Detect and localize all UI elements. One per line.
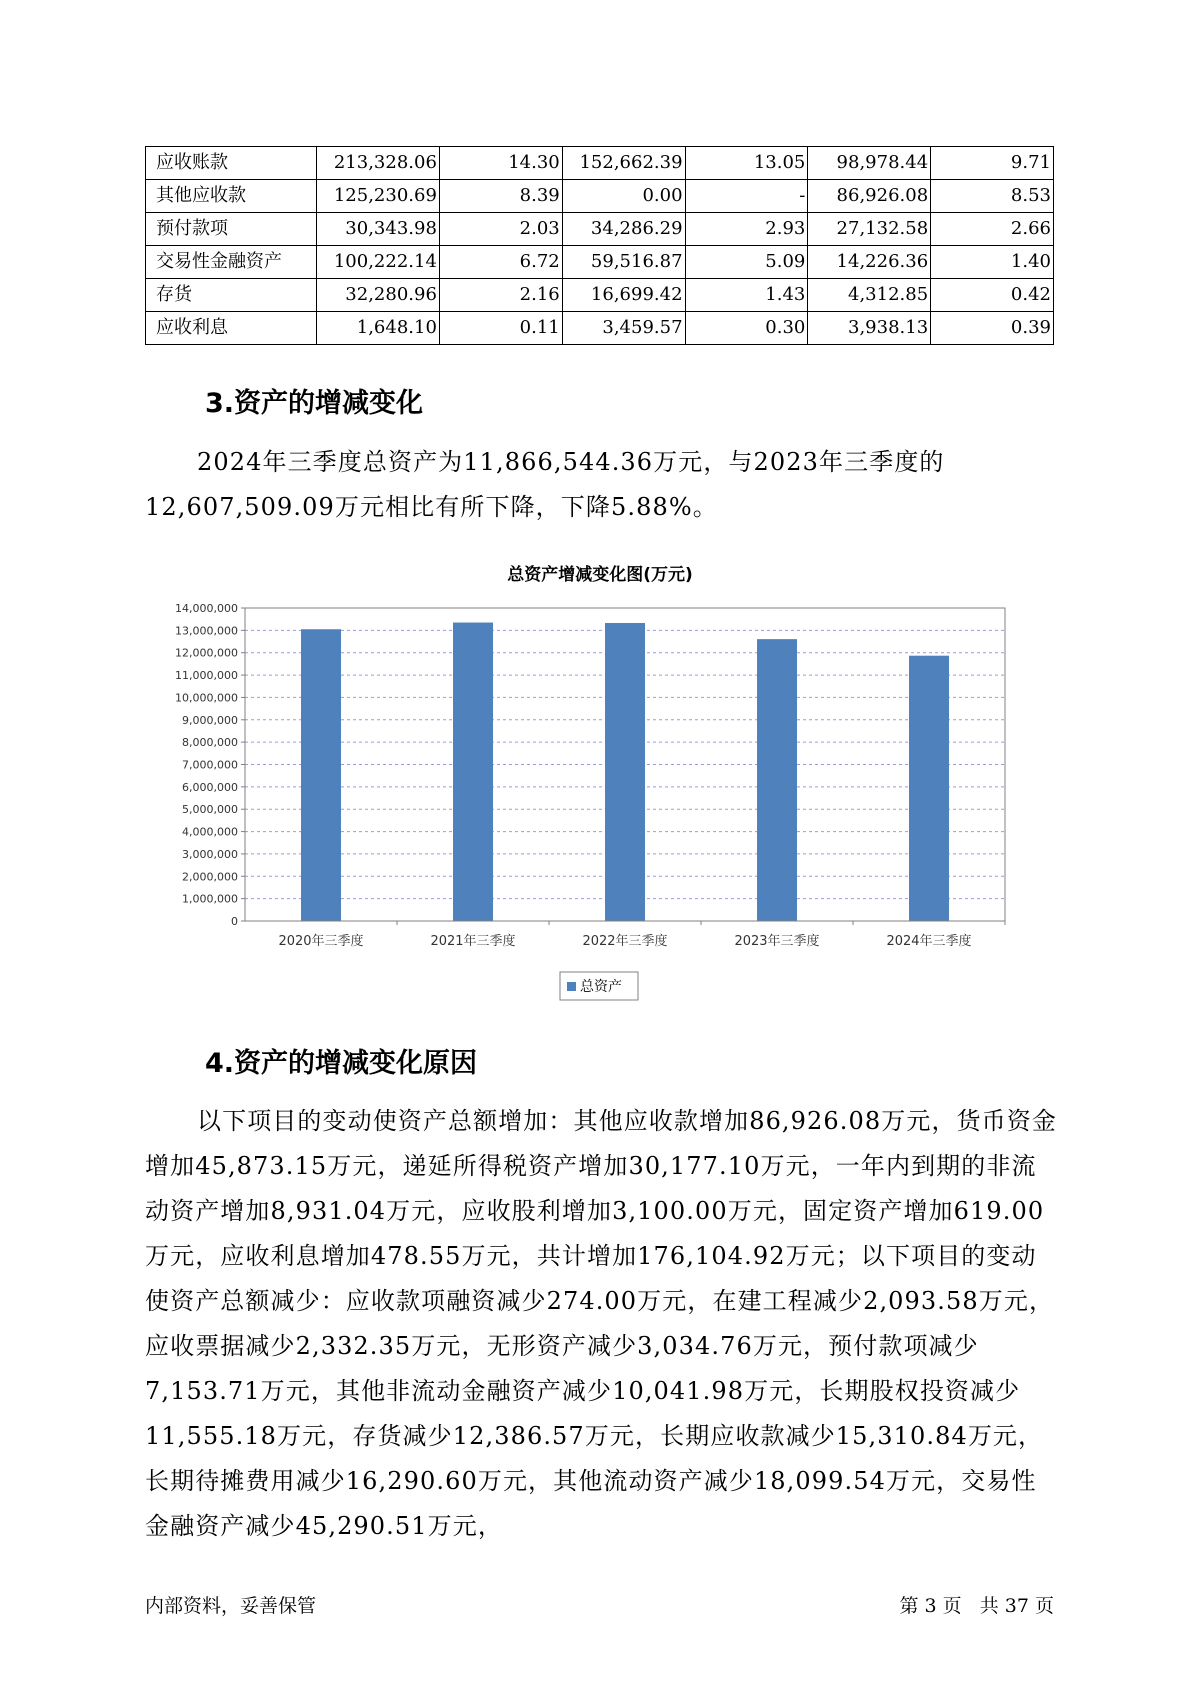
value-cell: 59,516.87	[562, 246, 685, 279]
value-cell: 86,926.08	[808, 180, 931, 213]
value-cell: 30,343.98	[317, 213, 440, 246]
percent-cell: 8.53	[931, 180, 1054, 213]
percent-cell: 2.66	[931, 213, 1054, 246]
table-row	[146, 279, 1054, 312]
y-tick-label: 13,000,000	[175, 624, 238, 638]
bar	[453, 623, 493, 921]
row-name: 其他应收款	[146, 180, 317, 213]
value-cell: 32,280.96	[317, 279, 440, 312]
value-cell: 3,459.57	[562, 312, 685, 345]
x-tick-label: 2022年三季度	[582, 934, 668, 949]
value-cell: 0.00	[562, 180, 685, 213]
percent-cell: 9.71	[931, 147, 1054, 180]
total-assets-bar-chart	[145, 555, 1045, 1020]
value-cell: 4,312.85	[808, 279, 931, 312]
balance-table	[145, 146, 1054, 345]
percent-cell: 13.05	[685, 147, 808, 180]
legend-label: 总资产	[580, 979, 622, 995]
section-heading: 4.资产的增减变化原因	[205, 1048, 478, 1079]
y-tick-label: 4,000,000	[182, 825, 238, 839]
percent-cell: 5.09	[685, 246, 808, 279]
section-paragraph: 以下项目的变动使资产总额增加：其他应收款增加86,926.08万元，货币资金增加45,873.15万元，递延所得税资产增加30,177.10万元，一年内到期的非流动资产增加8,931.04万元，应收股利增加3,100.00万元，固定资产增加619.00万元，应收利息增加478.55万元，共计增加176,104.92万元；以下项目的变动使资产总额减少：应收款项融资减少274.00万元，在建工程减少2,093.58万元，应收票据减少2,332.35万元，无形资产减少3,034.76万元，预付款项减少7,153.71万元，其他非流动金融资产减少10,041.98万元，长期股权投资减少11,555.18万元，存货减少12,386.57万元，长期应收款减少15,310.84万元，长期待摊费用减少16,290.60万元，其他流动资产减少18,099.54万元，交易性金融资产减少45,290.51万元，	[145, 1107, 1057, 1540]
value-cell: 100,222.14	[317, 246, 440, 279]
percent-cell: 14.30	[439, 147, 562, 180]
x-tick-label: 2023年三季度	[734, 934, 820, 949]
y-tick-label: 0	[231, 915, 238, 928]
y-tick-label: 3,000,000	[182, 847, 238, 861]
x-tick-label: 2021年三季度	[430, 934, 516, 949]
percent-cell: 0.30	[685, 312, 808, 345]
value-cell: 152,662.39	[562, 147, 685, 180]
percent-cell: 1.43	[685, 279, 808, 312]
y-tick-label: 14,000,000	[175, 602, 238, 615]
chart-legend	[560, 972, 638, 1000]
x-axis-ticks	[278, 921, 1005, 949]
bar	[605, 623, 645, 921]
footer-page-number: 第 3 页 共 37 页	[899, 1595, 1054, 1617]
value-cell: 125,230.69	[317, 180, 440, 213]
percent-cell: 1.40	[931, 246, 1054, 279]
value-cell: 213,328.06	[317, 147, 440, 180]
percent-cell: 0.11	[439, 312, 562, 345]
row-name: 交易性金融资产	[146, 246, 317, 279]
value-cell: 3,938.13	[808, 312, 931, 345]
percent-cell: 2.93	[685, 213, 808, 246]
y-tick-label: 9,000,000	[182, 713, 238, 727]
chart-title: 总资产增减变化图(万元)	[507, 565, 693, 585]
value-cell: 16,699.42	[562, 279, 685, 312]
table-row	[146, 180, 1054, 213]
value-cell: 27,132.58	[808, 213, 931, 246]
y-tick-label: 1,000,000	[182, 892, 238, 906]
y-tick-label: 6,000,000	[182, 780, 238, 794]
y-tick-label: 8,000,000	[182, 736, 238, 750]
percent-cell: 0.39	[931, 312, 1054, 345]
footer-confidential: 内部资料，妥善保管	[145, 1595, 317, 1617]
y-tick-label: 2,000,000	[182, 870, 238, 884]
row-name: 预付款项	[146, 213, 317, 246]
percent-cell: 2.16	[439, 279, 562, 312]
y-tick-label: 11,000,000	[175, 669, 238, 683]
percent-cell: -	[685, 180, 808, 213]
value-cell: 98,978.44	[808, 147, 931, 180]
row-name: 应收利息	[146, 312, 317, 345]
legend-swatch	[567, 982, 576, 991]
value-cell: 1,648.10	[317, 312, 440, 345]
table-row	[146, 246, 1054, 279]
x-tick-label: 2024年三季度	[886, 934, 972, 949]
y-tick-label: 7,000,000	[182, 758, 238, 772]
row-name: 应收账款	[146, 147, 317, 180]
y-axis-ticks	[175, 602, 245, 928]
y-tick-label: 5,000,000	[182, 803, 238, 817]
y-tick-label: 10,000,000	[175, 691, 238, 705]
bar	[757, 639, 797, 921]
section-paragraph: 2024年三季度总资产为11,866,544.36万元，与2023年三季度的12,607,509.09万元相比有所下降，下降5.88%。	[145, 448, 945, 521]
table-row	[146, 312, 1054, 345]
x-tick-label: 2020年三季度	[278, 934, 364, 949]
percent-cell: 2.03	[439, 213, 562, 246]
section-heading: 3.资产的增减变化	[205, 388, 424, 419]
percent-cell: 8.39	[439, 180, 562, 213]
percent-cell: 0.42	[931, 279, 1054, 312]
row-name: 存货	[146, 279, 317, 312]
value-cell: 34,286.29	[562, 213, 685, 246]
value-cell: 14,226.36	[808, 246, 931, 279]
bar	[301, 629, 341, 921]
percent-cell: 6.72	[439, 246, 562, 279]
table-row	[146, 213, 1054, 246]
bar	[909, 656, 949, 921]
table-row	[146, 147, 1054, 180]
y-tick-label: 12,000,000	[175, 646, 238, 660]
